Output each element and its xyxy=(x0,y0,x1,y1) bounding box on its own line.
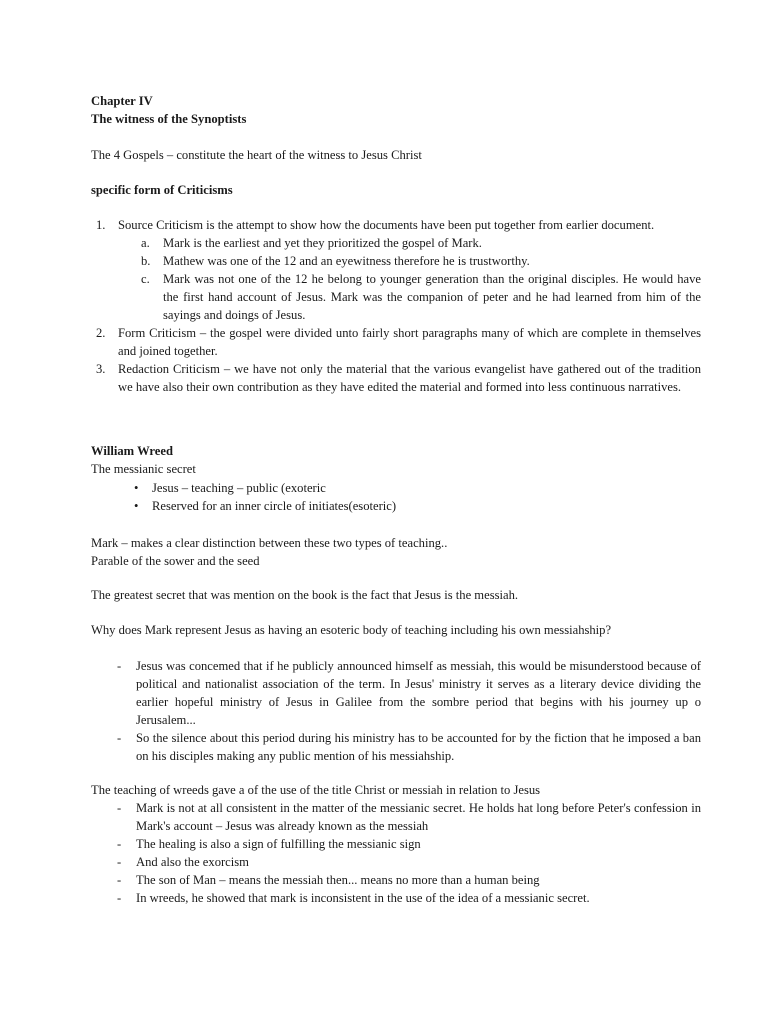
bullet-marker: • xyxy=(134,499,139,513)
answer-text: Jesus was concemed that if he publicly announced himself as messiah, this would be misunderstood because of political and nationalist association of the term. In Jesus' ministry it serves as a literary device dividing the earlier hopeful ministry of Jesus in Galilee from the sombre period that begins with his journey up o Jerusalem... xyxy=(136,659,701,727)
item-text: Form Criticism – the gospel were divided unto fairly short paragraphs many of which are complete in themselves and joined together. xyxy=(118,326,701,358)
teaching-point xyxy=(91,889,701,907)
item-number: 3. xyxy=(96,362,106,376)
teaching-point-text: The son of Man – means the messiah then... means no more than a human being xyxy=(136,873,540,887)
criticism-item-2 xyxy=(91,324,701,360)
teaching-point xyxy=(91,835,701,853)
criticisms-list xyxy=(91,216,701,396)
bullet-marker: • xyxy=(134,481,139,495)
dash-marker: - xyxy=(117,873,122,887)
bullet-text: Jesus – teaching – public (exoteric xyxy=(152,481,326,495)
sub-item-text: Mark is the earliest and yet they prioritized the gospel of Mark. xyxy=(163,236,482,250)
sub-item-letter: b. xyxy=(141,254,151,268)
sub-item-text: Mathew was one of the 12 and an eyewitness therefore he is trustworthy. xyxy=(163,254,530,268)
intro-line: The 4 Gospels – constitute the heart of the witness to Jesus Christ xyxy=(91,148,422,162)
item-number: 2. xyxy=(96,326,106,340)
answer-item xyxy=(91,657,701,729)
item-text: Redaction Criticism – we have not only the material that the various evangelist have gathered out of the tradition we have also their own contribution as they have edited the material and formed into less continuous narratives. xyxy=(118,362,701,394)
sub-item-letter: c. xyxy=(141,272,150,286)
teaching-point-text: The healing is also a sign of fulfilling the messianic sign xyxy=(136,837,421,851)
sub-item-letter: a. xyxy=(141,236,150,250)
wreed-heading: William Wreed xyxy=(91,444,173,458)
answer-text: So the silence about this period during his ministry has to be accounted for by the fiction that he imposed a ban on his disciples making any public mention of his messiahship. xyxy=(136,731,701,763)
mark-line: Mark – makes a clear distinction between these two types of teaching.. xyxy=(91,536,448,550)
teaching-point-text: In wreeds, he showed that mark is inconsistent in the use of the idea of a messianic secret. xyxy=(136,891,590,905)
teaching-line: The teaching of wreeds gave a of the use of the title Christ or messiah in relation to Jesus xyxy=(91,783,541,797)
answer-item xyxy=(91,729,701,765)
bullet-text: Reserved for an inner circle of initiates(esoteric) xyxy=(152,499,397,513)
dash-marker: - xyxy=(117,837,122,851)
dash-marker: - xyxy=(117,659,122,673)
answers-list xyxy=(91,657,701,765)
sub-item-text: Mark was not one of the 12 he belong to younger generation than the original disciples. He would have the first hand account of Jesus. Mark was the companion of peter and he had learned from him of the sayings and doings of Jesus. xyxy=(163,272,701,322)
question-line: Why does Mark represent Jesus as having an esoteric body of teaching including his own messiahship? xyxy=(91,623,612,637)
sub-item-b xyxy=(136,252,701,270)
chapter-label: Chapter IV xyxy=(91,94,153,108)
greatest-secret-line: The greatest secret that was mention on the book is the fact that Jesus is the messiah. xyxy=(91,588,519,602)
messianic-secret-label: The messianic secret xyxy=(91,462,196,476)
item-text: Source Criticism is the attempt to show how the documents have been put together from earlier document. xyxy=(118,218,655,232)
dash-marker: - xyxy=(117,731,122,745)
parable-line: Parable of the sower and the seed xyxy=(91,554,260,568)
teaching-point xyxy=(91,871,701,889)
chapter-title: The witness of the Synoptists xyxy=(91,112,247,126)
dash-marker: - xyxy=(117,801,122,815)
bullet-item xyxy=(134,479,701,497)
bullet-item xyxy=(134,497,701,515)
item-number: 1. xyxy=(96,218,106,232)
teaching-point-text: And also the exorcism xyxy=(136,855,249,869)
criticism-item-1 xyxy=(91,216,701,234)
criticisms-heading: specific form of Criticisms xyxy=(91,183,233,197)
teaching-point xyxy=(91,853,701,871)
dash-marker: - xyxy=(117,891,122,905)
dash-marker: - xyxy=(117,855,122,869)
teaching-points xyxy=(91,799,701,907)
teaching-point xyxy=(91,799,701,835)
criticism-item-3 xyxy=(91,360,701,396)
teaching-point-text: Mark is not at all consistent in the matter of the messianic secret. He holds hat long before Peter's confession in Mark's account – Jesus was already known as the messiah xyxy=(136,801,701,833)
sub-item-c xyxy=(136,270,701,324)
secret-bullets xyxy=(91,479,701,515)
sub-item-a xyxy=(136,234,701,252)
